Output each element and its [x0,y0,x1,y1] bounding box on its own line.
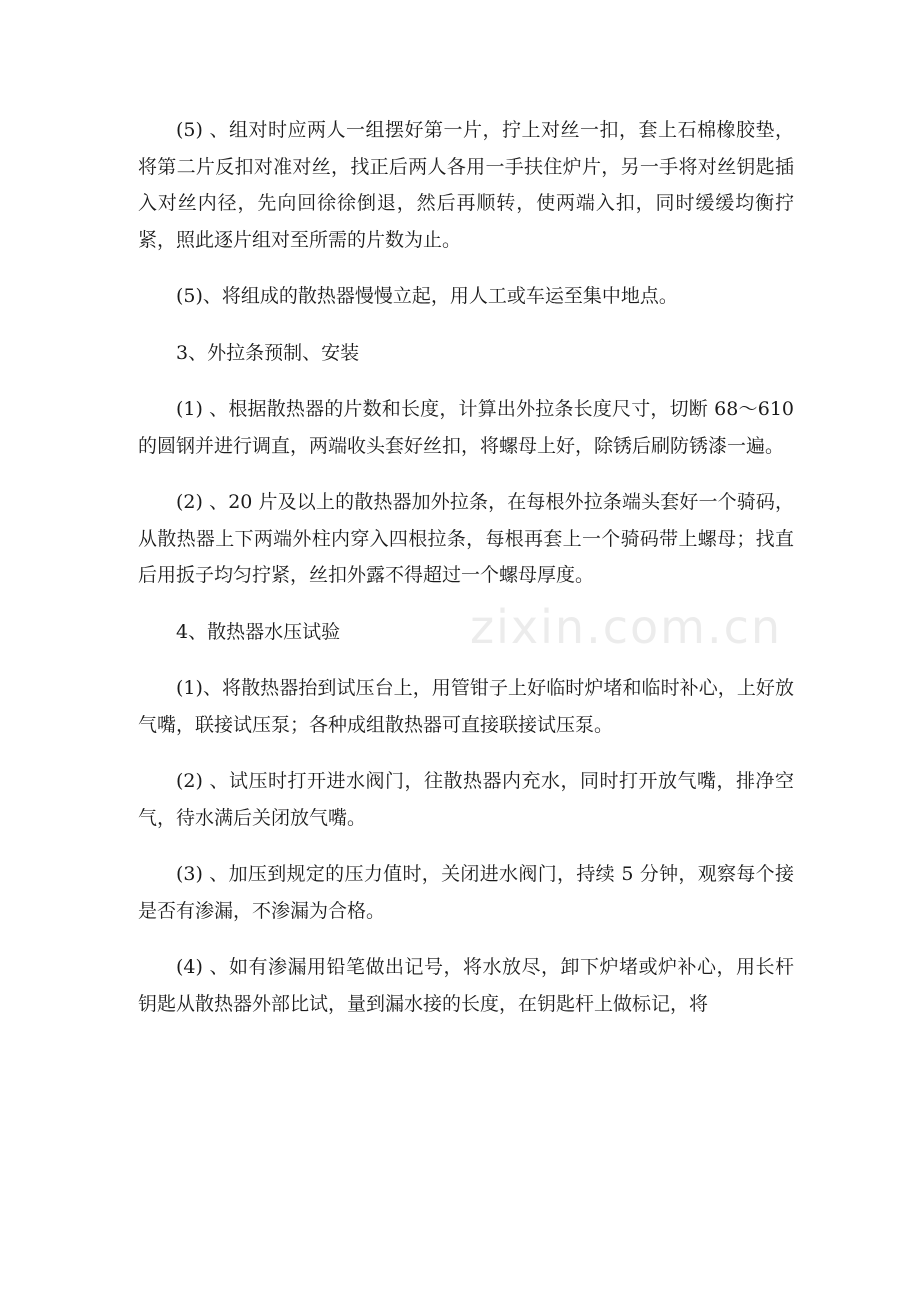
paragraph-test-setup: (1)、将散热器抬到试压台上，用管钳子上好临时炉堵和临时补心，上好放气嘴，联接试压泵；各种成组散热器可直接联接试压泵。 [138,677,794,736]
paragraph-pressurize: (3) 、加压到规定的压力值时，关闭进水阀门，持续 5 分钟，观察每个接是否有渗漏，不渗漏为合格。 [138,863,794,922]
document-body [138,112,794,1042]
paragraph-assembly-step: (5) 、组对时应两人一组摆好第一片，拧上对丝一扣，套上石棉橡胶垫，将第二片反扣对准对丝，找正后两人各用一手扶住炉片，另一手将对丝钥匙插入对丝内径，先向回徐徐倒退，然后再顺转，使两端入扣，同时缓缓均衡拧紧，照此逐片组对至所需的片数为止。 [138,119,794,251]
paragraph-leak-repair: (4) 、如有渗漏用铅笔做出记号，将水放尽，卸下炉堵或炉补心，用长杆钥匙从散热器外部比试，量到漏水接的长度，在钥匙杆上做标记，将 [138,956,794,1015]
paragraph-tie-rod-install: (2) 、20 片及以上的散热器加外拉条，在每根外拉条端头套好一个骑码，从散热器上下两端外柱内穿入四根拉条，每根再套上一个骑码带上螺母；找直后用扳子均匀拧紧，丝扣外露不得超过一个螺母厚度。 [138,491,794,586]
section-heading-pressure-test: 4、散热器水压试验 [176,620,341,643]
watermark: zixin.com.cn [470,600,783,654]
paragraph-fill-water: (2) 、试压时打开进水阀门，往散热器内充水，同时打开放气嘴，排净空气，待水满后关闭放气嘴。 [138,770,794,829]
paragraph-tie-rod-length: (1) 、根据散热器的片数和长度，计算出外拉条长度尺寸，切断 68～610 的圆钢并进行调直，两端收头套好丝扣，将螺母上好，除锈后刷防锈漆一遍。 [138,398,794,457]
paragraph-stand-up-radiator: (5)、将组成的散热器慢慢立起，用人工或车运至集中地点。 [176,285,678,307]
section-heading-tie-rod: 3、外拉条预制、安装 [176,341,360,364]
